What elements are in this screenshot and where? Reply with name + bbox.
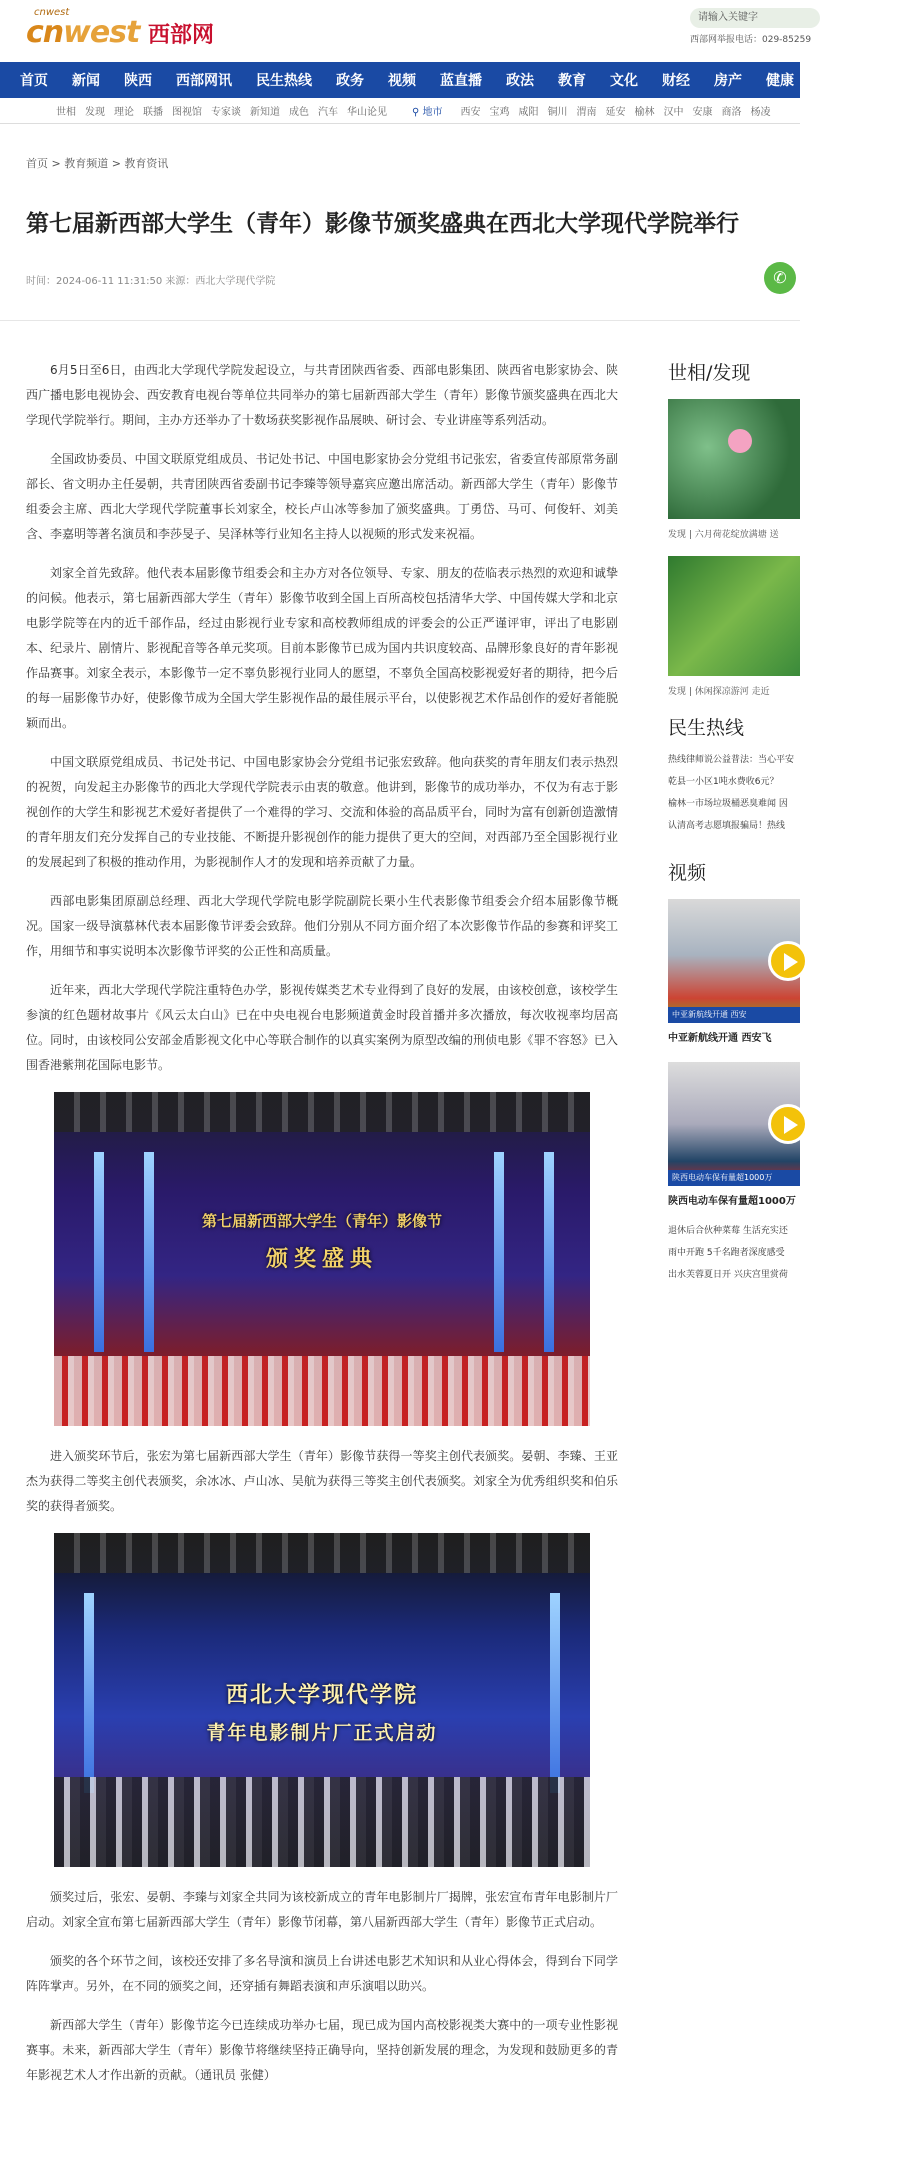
photo-banner-line2: 颁奖盛典 <box>265 1246 378 1272</box>
wechat-share-icon[interactable]: ✆ <box>764 262 796 294</box>
video-caption[interactable]: 陕西电动车保有量超1000万 <box>668 1196 796 1207</box>
subnav-item[interactable]: 成色 <box>289 107 309 118</box>
lotus-photo[interactable] <box>668 399 800 519</box>
article-paragraph: 刘家全首先致辞。他代表本届影像节组委会和主办方对各位领导、专家、朋友的莅临表示热烈的欢迎和诚挚的问候。他表示，第七届新西部大学生（青年）影像节收到全国上百所高校包括清华大学、中国传媒大学和北京电影学院等在内的近千部作品，经过由影视行业专家和高校教师组成的评委会的公正严谨评审，评出了电影剧本、纪录片、剧情片、影视配音等各单元奖项。目前本影像节已成为国内共识度较高、品牌形象良好的青年影视作品赛事。刘家全表示，本影像节一定不辜负影视行业同人的愿望，不辜负全国高校影视爱好者的期待，把今后的每一届影像节办好，使影像节成为全国大学生影视作品的最佳展示平台，以使影视艺术作品创作的爱好者能脱颖而出。 <box>26 566 618 730</box>
nav-item[interactable]: 文化 <box>610 73 638 89</box>
subnav-item[interactable]: 汽车 <box>318 107 338 118</box>
play-icon[interactable] <box>768 1104 808 1144</box>
logo-tagline: cnwest <box>34 7 70 18</box>
nav-item[interactable]: 数字 <box>870 73 898 89</box>
site-logo[interactable] <box>26 5 226 55</box>
page-title: 第七届新西部大学生（青年）影像节颁奖盛典在西北大学现代学院举行 <box>26 211 739 237</box>
nav-item[interactable]: 政务 <box>336 73 364 89</box>
nav-item[interactable]: 政法 <box>506 73 534 89</box>
city-link[interactable]: 杨凌 <box>750 107 771 118</box>
article-paragraph: 新西部大学生（青年）影像节迄今已连续成功举办七届，现已成为国内高校影视类大赛中的一项专业性影视赛事。未来，新西部大学生（青年）影像节将继续坚持正确导向，坚持创新发展的理念，为发现和鼓励更多的青年影视艺术人才作出新的贡献。（通讯员 张健） <box>26 2018 618 2082</box>
subnav-item[interactable]: 发现 <box>85 107 105 118</box>
location-pin-icon: ⚲ <box>412 107 423 118</box>
stage-crowd <box>54 1777 590 1867</box>
list-item[interactable]: 退休后合伙种菜莓 生活充实还 <box>668 1226 788 1236</box>
article-paragraph: 进入颁奖环节后，张宏为第七届新西部大学生（青年）影像节获得一等奖主创代表颁奖。晏朝、李臻、王亚杰为获得二等奖主创代表颁奖，余冰冰、卢山冰、吴航为获得三等奖主创代表颁奖。刘家全为优秀组织奖和伯乐奖的获得者颁奖。 <box>26 1449 618 1513</box>
nav-item[interactable]: 房产 <box>714 73 742 89</box>
city-location-label: 地市 <box>422 107 443 118</box>
article-body <box>26 358 618 2102</box>
article-paragraph: 近年来，西北大学现代学院注重特色办学，影视传媒类艺术专业得到了良好的发展，由该校创意，该校学生参演的红色题材故事片《风云太白山》已在中央电视台电影频道黄金时段首播并多次播放，每次收视率均居高位。同时，由该校同公安部金盾影视文化中心等联合制作的以真实案例为原型改编的刑侦电影《罪不容怒》已入围香港紫荆花国际电影节。 <box>26 983 618 1072</box>
article-paragraph: 中国文联原党组成员、书记处书记、中国电影家协会分党组书记张宏致辞。他向获奖的青年朋友们表示热烈的祝贺，向发起主办影像节的西北大学现代学院表示由衷的敬意。他讲到，影像节的成功举办，不仅为有志于影视创作的大学生和影视艺术爱好者提供了一个难得的学习、交流和体验的高品质平台，同时为富有创新创造激情的青年朋友们充分发挥自己的专业技能、不断提升影视创作的能力提供了更大的空间，对西部乃至全国影视行业的发展起到了积极的推动作用，为影视制作人才的发现和培养贡献了力量。 <box>26 755 618 869</box>
stage-lights <box>54 1092 590 1132</box>
city-link[interactable]: 汉中 <box>663 107 684 118</box>
city-link[interactable]: 安康 <box>692 107 713 118</box>
more-video-list <box>668 1225 800 1281</box>
city-location-link[interactable] <box>412 103 443 118</box>
article-paragraph: 颁奖过后，张宏、晏朝、李臻与刘家全共同为该校新成立的青年电影制片厂揭牌，张宏宣布青年电影制片厂启动。刘家全宣布第七届新西部大学生（青年）影像节闭幕，第八届新西部大学生（青年）影像节正式启动。 <box>26 1890 618 1929</box>
stage-lights <box>54 1533 590 1573</box>
subnav-item[interactable]: 理论 <box>114 107 134 118</box>
city-link[interactable]: 咸阳 <box>518 107 539 118</box>
subnav-item[interactable]: 新知道 <box>250 107 280 118</box>
divider <box>0 320 800 321</box>
nav-item[interactable]: 西部网讯 <box>176 73 232 89</box>
nav-item[interactable]: 教育 <box>558 73 586 89</box>
list-item[interactable]: 热线律师说公益普法：当心平安 <box>668 755 795 765</box>
report-phone: 西部网举报电话：029-85259 <box>690 35 812 45</box>
article-paragraph: 颁奖的各个环节之间，该校还安排了多名导演和演员上台讲述电影艺术知识和从业心得体会，得到台下同学阵阵掌声。另外，在不同的颁奖之间，还穿插有舞蹈表演和声乐演唱以助兴。 <box>26 1954 618 1993</box>
nav-item[interactable]: 健康 <box>766 73 794 89</box>
city-link[interactable]: 渭南 <box>576 107 597 118</box>
nav-item[interactable]: 陕西 <box>124 73 152 89</box>
list-item[interactable]: 雨中开跑 5千名跑者深度感受 <box>668 1248 785 1258</box>
sidebar-section-title[interactable]: 民生热线 <box>668 717 745 739</box>
sidebar <box>668 358 800 1307</box>
studio-launch-photo <box>54 1533 590 1867</box>
site-header <box>0 0 812 62</box>
list-item[interactable]: 认清高考志愿填报骗局！热线 <box>668 821 786 831</box>
breadcrumb[interactable]: 首页 > 教育频道 > 教育资讯 <box>26 157 169 170</box>
city-link[interactable]: 商洛 <box>721 107 742 118</box>
list-item[interactable]: 榆林一市场垃圾桶恶臭难闻 因 <box>668 799 788 809</box>
main-nav <box>0 62 898 98</box>
photo-banner-line2: 青年电影制片厂正式启动 <box>206 1722 438 1744</box>
video-overlay-title: 陕西电动车保有量超1000万 <box>668 1170 800 1186</box>
nav-item[interactable]: 蓝直播 <box>440 73 482 89</box>
subnav-item[interactable]: 专家谈 <box>211 107 241 118</box>
play-icon[interactable] <box>768 941 808 981</box>
search-input[interactable]: 请输入关键字 <box>690 8 820 28</box>
stage-crowd <box>54 1356 590 1426</box>
photo-caption[interactable]: 发现 | 休闲探凉游河 走近 <box>668 687 770 697</box>
nav-item[interactable]: 视频 <box>388 73 416 89</box>
city-link[interactable]: 延安 <box>605 107 626 118</box>
video-thumbnail[interactable] <box>668 899 800 1023</box>
logo-cn-name: 西部网 <box>148 23 215 48</box>
nav-item[interactable]: 新闻 <box>72 73 100 89</box>
sidebar-section-title[interactable]: 世相/发现 <box>668 362 751 384</box>
city-link[interactable]: 宝鸡 <box>489 107 510 118</box>
hotline-list <box>668 754 800 832</box>
city-link[interactable]: 西安 <box>460 107 481 118</box>
video-thumbnail[interactable] <box>668 1062 800 1186</box>
sidebar-section-title[interactable]: 视频 <box>668 862 707 884</box>
list-item[interactable]: 乾县一小区1吨水费收6元？ <box>668 777 779 787</box>
article-meta: 时间：2024-06-11 11:31:50 来源：西北大学现代学院 <box>26 276 276 287</box>
subnav-item[interactable]: 世相 <box>56 107 76 118</box>
list-item[interactable]: 出水芙蓉夏日开 兴庆宫里赏荷 <box>668 1270 788 1280</box>
nav-item[interactable]: 三农 <box>818 73 846 89</box>
photo-banner-line1: 西北大学现代学院 <box>225 1682 418 1708</box>
logo-wordmark: cnwest <box>26 15 140 50</box>
city-link[interactable]: 铜川 <box>547 107 568 118</box>
article-paragraph: 全国政协委员、中国文联原党组成员、书记处书记、中国电影家协会分党组书记张宏，省委宣传部原常务副部长、省文明办主任晏朝，共青团陕西省委副书记李臻等领导嘉宾应邀出席活动。新西部大学生（青年）影像节组委会主席、西北大学现代学院董事长刘家全，校长卢山冰等参加了颁奖盛典。丁勇岱、马可、何俊轩、刘美含、李嘉明等著名演员和李莎旻子、吴泽林等行业知名主持人以视频的形式发来祝福。 <box>26 452 618 541</box>
photo-banner-line1: 第七届新西部大学生（青年）影像节 <box>201 1212 442 1230</box>
article-paragraph: 西部电影集团原副总经理、西北大学现代学院电影学院副院长栗小生代表影像节组委会介绍本届影像节概况。国家一级导演慕林代表本届影像节评委会致辞。他们分别从不同方面介绍了本次影像节作品的参赛和评奖工作，用细节和事实说明本次影像节评奖的公正性和高质量。 <box>26 894 618 958</box>
ceremony-photo <box>54 1092 590 1426</box>
subnav-item[interactable]: 图视馆 <box>172 107 202 118</box>
photo-caption[interactable]: 发现 | 六月荷花绽放满塘 送 <box>668 530 779 540</box>
subnav-item[interactable]: 华山论见 <box>347 107 387 118</box>
video-caption[interactable]: 中亚新航线开通 西安飞 <box>668 1033 772 1044</box>
subnav-item[interactable]: 联播 <box>143 107 163 118</box>
aerial-photo[interactable] <box>668 556 800 676</box>
article-paragraph: 6月5日至6日，由西北大学现代学院发起设立，与共青团陕西省委、西部电影集团、陕西省电影家协会、陕西广播电影电视协会、西安教育电视台等单位共同举办的第七届新西部大学生（青年）影像节颁奖盛典在西北大学现代学院举行。期间，主办方还举办了十数场获奖影视作品展映、研讨会、专业讲座等系列活动。 <box>26 363 618 427</box>
sub-nav <box>0 98 800 124</box>
city-link[interactable]: 榆林 <box>634 107 655 118</box>
video-overlay-title: 中亚新航线开通 西安 <box>668 1007 800 1023</box>
nav-item[interactable]: 首页 <box>20 73 48 89</box>
nav-item[interactable]: 财经 <box>662 73 690 89</box>
nav-item[interactable]: 民生热线 <box>256 73 312 89</box>
